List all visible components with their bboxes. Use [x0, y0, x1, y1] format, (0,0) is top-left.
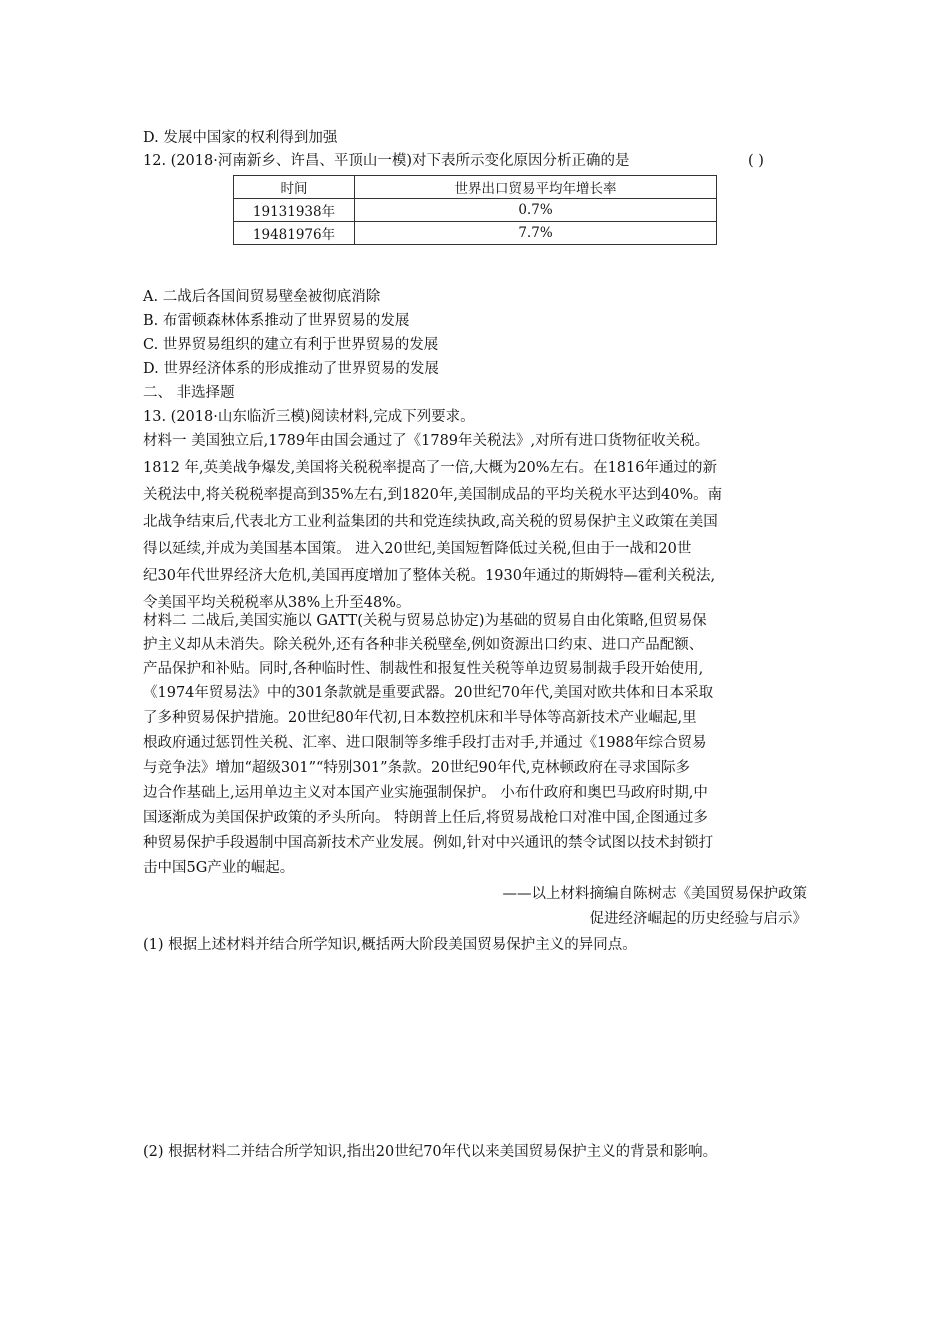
table-header-cell: 时间	[234, 176, 355, 199]
q13-stem: 13. (2018·山东临沂三模)阅读材料,完成下列要求。	[143, 409, 475, 425]
material2-line: 国逐渐成为美国保护政策的矛头所向。 特朗普上任后,将贸易战枪口对准中国,企图通过多	[143, 810, 708, 826]
q12-answer-bracket: ( )	[748, 153, 764, 169]
source-citation-line1: ——以上材料摘编自陈树志《美国贸易保护政策	[502, 886, 807, 902]
q13-sub-question-2: (2) 根据材料二并结合所学知识,指出20世纪70年代以来美国贸易保护主义的背景和影响。	[143, 1144, 718, 1160]
material1-line: 北战争结束后,代表北方工业利益集团的共和党连续执政,高关税的贸易保护主义政策在美国	[143, 514, 718, 530]
section-heading: 二、 非选择题	[143, 385, 235, 401]
prev-option-d: D. 发展中国家的权利得到加强	[143, 130, 338, 146]
table-cell: 19131938年	[234, 199, 355, 222]
material2-line: 根政府通过惩罚性关税、汇率、进口限制等多维手段打击对手,并通过《1988年综合贸易	[143, 735, 707, 751]
table-cell: 7.7%	[355, 222, 717, 245]
material1-line: 1812 年,英美战争爆发,美国将关税税率提高了一倍,大概为20%左右。在1816年通过的新	[143, 460, 717, 476]
material1-line: 纪30年代世界经济大危机,美国再度增加了整体关税。1930年通过的斯姆特—霍利关税法,	[143, 568, 716, 584]
table-cell: 19481976年	[234, 222, 355, 245]
q12-option-b: B. 布雷顿森林体系推动了世界贸易的发展	[143, 313, 410, 329]
q13-sub-question-1: (1) 根据上述材料并结合所学知识,概括两大阶段美国贸易保护主义的异同点。	[143, 937, 637, 953]
material2-line: 与竞争法》增加“超级301”“特别301”条款。20世纪90年代,克林顿政府在寻求国际多	[143, 760, 691, 776]
material2-line: 产品保护和补贴。同时,各种临时性、制裁性和报复性关税等单边贸易制裁手段开始使用,	[143, 661, 704, 677]
table-header-row	[234, 176, 717, 199]
q12-option-d: D. 世界经济体系的形成推动了世界贸易的发展	[143, 361, 439, 377]
q12-stem: 12. (2018·河南新乡、许昌、平顶山一模)对下表所示变化原因分析正确的是	[143, 153, 630, 169]
material1-line: 关税法中,将关税税率提高到35%左右,到1820年,美国制成品的平均关税水平达到40%。南	[143, 487, 723, 503]
material2-line: 边合作基础上,运用单边主义对本国产业实施强制保护。 小布什政府和奥巴马政府时期,中	[143, 785, 708, 801]
table-header-cell: 世界出口贸易平均年增长率	[355, 176, 717, 199]
material2-line: 种贸易保护手段遏制中国高新技术产业发展。例如,针对中兴通讯的禁令试图以技术封锁打	[143, 835, 714, 851]
table-row	[234, 199, 717, 222]
material2-line: 击中国5G产业的崛起。	[143, 860, 295, 876]
material2-line: 了多种贸易保护措施。20世纪80年代初,日本数控机床和半导体等高新技术产业崛起,里	[143, 710, 697, 726]
table-cell: 0.7%	[355, 199, 717, 222]
material1-line: 材料一 美国独立后,1789年由国会通过了《1789年关税法》,对所有进口货物征收关税。	[143, 433, 710, 449]
material2-line: 材料二 二战后,美国实施以 GATT(关税与贸易总协定)为基础的贸易自由化策略,但贸易保	[143, 613, 707, 629]
q12-option-a: A. 二战后各国间贸易壁垒被彻底消除	[143, 289, 381, 305]
q12-option-c: C. 世界贸易组织的建立有利于世界贸易的发展	[143, 337, 439, 353]
q12-table	[233, 175, 717, 245]
source-citation-line2: 促进经济崛起的历史经验与启示》	[589, 911, 807, 927]
table-row	[234, 222, 717, 245]
material2-line: 《1974年贸易法》中的301条款就是重要武器。20世纪70年代,美国对欧共体和日本采取	[143, 685, 714, 701]
material1-line: 令美国平均关税税率从38%上升至48%。	[143, 595, 411, 611]
material1-line: 得以延续,并成为美国基本国策。 进入20世纪,美国短暂降低过关税,但由于一战和20世	[143, 541, 692, 557]
material2-line: 护主义却从未消失。除关税外,还有各种非关税壁垒,例如资源出口约束、进口产品配额、	[143, 637, 704, 653]
